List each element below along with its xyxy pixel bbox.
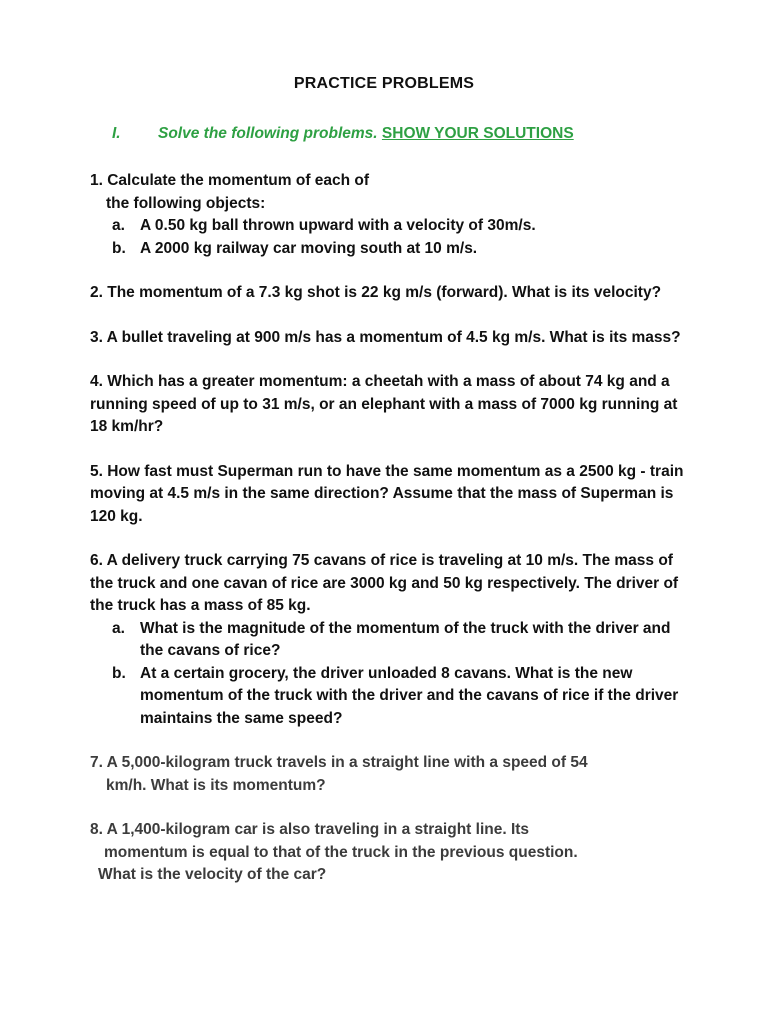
subitem-marker: b.	[112, 664, 126, 682]
problem-2	[90, 282, 690, 305]
instruction-numeral: I.	[112, 125, 121, 142]
problem-8-line-1: 8. A 1,400-kilogram car is also traveling in a straight line. Its	[90, 821, 530, 838]
problem-6-intro: 6. A delivery truck carrying 75 cavans of rice is traveling at 10 m/s. The mass of the truck and one cavan of rice are 3000 kg and 50 kg respectively. The driver of the truck has a mass of 85 kg.	[90, 552, 679, 614]
problem-4-text: 4. Which has a greater momentum: a cheetah with a mass of about 74 kg and a running speed of up to 31 m/s, or an elephant with a mass of 7000 kg running at 18 km/hr?	[90, 373, 678, 435]
problem-5-text: 5. How fast must Superman run to have the same momentum as a 2500 kg - train moving at 4.5 m/s in the same direction? Assume that the mass of Superman is 120 kg.	[90, 462, 684, 525]
problem-1-line-1: 1. Calculate the momentum of each of	[90, 172, 370, 189]
subitem-marker: b.	[112, 239, 126, 257]
problem-6-subitem-b	[90, 663, 690, 731]
problem-8	[90, 819, 690, 887]
subitem-marker: a.	[112, 619, 125, 637]
problem-7-line-1: 7. A 5,000-kilogram truck travels in a straight line with a speed of 54	[90, 754, 588, 771]
problem-6-subitem-a	[90, 618, 690, 663]
problem-3-text: 3. A bullet traveling at 900 m/s has a momentum of 4.5 kg m/s. What is its mass?	[90, 328, 681, 346]
problem-7	[90, 752, 690, 797]
problem-5	[90, 461, 690, 529]
problem-2-text: 2. The momentum of a 7.3 kg shot is 22 kg m/s (forward). What is its velocity?	[90, 284, 662, 301]
problem-7-line-2: km/h. What is its momentum?	[106, 776, 326, 794]
instruction-line	[112, 125, 574, 143]
subitem-text: A 2000 kg railway car moving south at 10 m/s.	[140, 239, 478, 257]
problem-1-subitems	[90, 215, 690, 260]
subitem-text: A 0.50 kg ball thrown upward with a velocity of 30m/s.	[140, 217, 536, 234]
problem-8-line-2: momentum is equal to that of the truck in the previous question.	[104, 843, 578, 861]
problem-list	[90, 170, 690, 909]
subitem-marker: a.	[112, 217, 125, 234]
problem-3	[90, 327, 690, 350]
subitem-text: At a certain grocery, the driver unloaded 8 cavans. What is the new momentum of the truck with the driver and the cavans of rice if the driver maintains the same speed?	[140, 664, 679, 727]
subitem-text: What is the magnitude of the momentum of the truck with the driver and the cavans of rice?	[140, 619, 671, 659]
problem-4	[90, 371, 690, 439]
problem-1	[90, 170, 690, 260]
instruction-emphasis: SHOW YOUR SOLUTIONS	[381, 125, 574, 142]
problem-1-subitem-b	[90, 238, 690, 261]
page-title: PRACTICE PROBLEMS	[293, 75, 475, 92]
problem-1-line-2: the following objects:	[106, 194, 266, 212]
problem-1-subitem-a	[90, 215, 690, 238]
problem-8-line-3: What is the velocity of the car?	[98, 866, 327, 883]
instruction-text: Solve the following problems.	[158, 125, 382, 142]
problem-6	[90, 550, 690, 730]
problem-6-subitems	[90, 618, 690, 731]
